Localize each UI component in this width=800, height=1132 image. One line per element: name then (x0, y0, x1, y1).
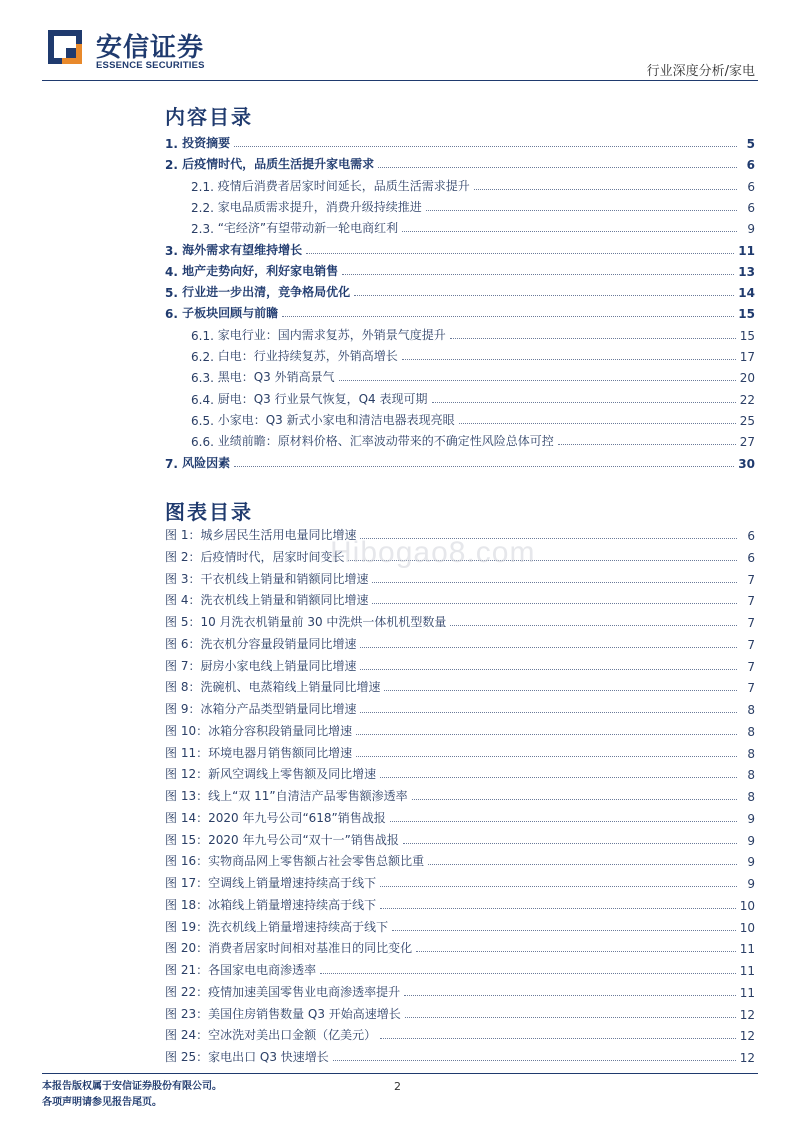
figure-entry-page: 9 (747, 855, 755, 870)
dot-leader (372, 602, 737, 604)
toc-entry-page: 15 (739, 328, 755, 343)
dot-leader (428, 863, 737, 865)
toc-entry-number: 5. (165, 286, 183, 301)
toc-entry-label: “宅经济”有望带动新一轮电商红利 (217, 221, 399, 236)
figure-entry-page: 9 (747, 877, 755, 891)
toc-entry-label: 疫情后消费者居家时间延长，品质生活需求提升 (217, 178, 470, 193)
toc-entry-number: 2. (165, 158, 183, 173)
toc-entry[interactable] (165, 130, 755, 151)
dot-leader (342, 273, 734, 275)
dot-leader (234, 145, 737, 147)
figure-entry[interactable] (165, 740, 755, 761)
figure-entry-page: 12 (739, 1007, 755, 1022)
figure-entry-label: 图 3：干衣机线上销量和销额同比增速 (165, 571, 369, 586)
dot-leader (380, 907, 736, 909)
toc-entry[interactable] (165, 322, 755, 343)
toc-entry-number: 6.4. (191, 392, 218, 407)
dot-leader (412, 798, 737, 800)
toc-entry[interactable] (165, 258, 755, 279)
dot-leader (356, 755, 737, 757)
dot-leader (234, 465, 734, 467)
toc-entry[interactable] (165, 343, 755, 364)
dot-leader (402, 230, 737, 232)
figure-entry-page: 7 (747, 594, 755, 609)
figure-entry-page: 11 (739, 942, 755, 957)
dot-leader (426, 209, 737, 211)
figure-entry[interactable] (165, 631, 755, 652)
toc-entry-page: 15 (738, 307, 755, 322)
toc-entry-page: 30 (738, 456, 755, 471)
dot-leader (459, 422, 736, 424)
toc-entry-number: 7. (165, 456, 183, 471)
page-header (0, 0, 800, 80)
figure-entry-page: 9 (747, 833, 755, 848)
dot-leader (380, 776, 737, 778)
figure-entry-label: 图 9：冰箱分产品类型销量同比增速 (165, 702, 357, 716)
figure-entry-label: 图 20：消费者居家时间相对基准日的同比变化 (165, 941, 413, 956)
dot-leader (405, 1016, 736, 1018)
figure-entry[interactable] (165, 1022, 755, 1043)
figure-entry[interactable] (165, 674, 755, 695)
toc-entry-page: 13 (738, 264, 755, 279)
figure-entry[interactable] (165, 1044, 755, 1065)
dot-leader (360, 668, 737, 670)
dot-leader (558, 443, 736, 445)
figure-entry[interactable] (165, 696, 755, 717)
dot-leader (432, 401, 736, 403)
footer-line-1: 本报告版权属于安信证券股份有限公司。 (42, 1081, 222, 1092)
dot-leader (360, 646, 737, 648)
toc-title: 内容目录 (165, 105, 253, 129)
dot-leader (416, 950, 736, 952)
toc-entry-label: 子板块回顾与前瞻 (182, 306, 279, 321)
toc-entry-number: 6.3. (191, 371, 218, 386)
figure-entry-label: 图 11：环境电器月销售额同比增速 (165, 745, 353, 760)
figure-entry-page: 7 (747, 572, 755, 587)
toc-entry-number: 2.3. (191, 222, 218, 237)
toc-entry-page: 5 (746, 137, 755, 151)
toc-entry-page: 9 (747, 222, 755, 237)
toc-entry[interactable] (165, 428, 755, 449)
figure-entry-page: 7 (747, 616, 755, 630)
figure-entry[interactable] (165, 653, 755, 674)
toc-entry-number: 2.2. (191, 200, 218, 215)
toc-entry-number: 6.5. (191, 413, 218, 428)
toc-entry-number: 1. (165, 137, 183, 151)
figure-entry-label: 图 25：家电出口 Q3 快速增长 (165, 1050, 329, 1064)
toc-entry[interactable] (165, 215, 755, 236)
dot-leader (372, 581, 737, 583)
toc-entry-page: 27 (739, 435, 755, 450)
toc-entry-label: 行业进一步出清，竞争格局优化 (182, 285, 351, 300)
dot-leader (450, 624, 737, 626)
dot-leader (356, 733, 737, 735)
toc-entry-number: 6. (165, 307, 183, 322)
toc-entry-label: 投资摘要 (182, 136, 231, 150)
toc-entry-label: 厨电：Q3 行业景气恢复，Q4 表现可期 (217, 391, 428, 406)
toc-entry[interactable] (165, 450, 755, 471)
dot-leader (339, 379, 736, 381)
figure-entry-label: 图 24：空冰洗对美出口金额（亿美元） (165, 1028, 377, 1043)
figure-entry-label: 图 8：洗碗机、电蒸箱线上销量同比增速 (165, 680, 381, 695)
dot-leader (450, 337, 736, 339)
figure-entry-page: 7 (747, 637, 755, 652)
dot-leader (378, 166, 737, 168)
figure-entry[interactable] (165, 848, 755, 869)
toc-entry-page: 22 (739, 392, 755, 407)
dot-leader (380, 1037, 736, 1039)
figure-entry-label: 图 12：新风空调线上零售额及同比增速 (165, 767, 377, 782)
toc-entry-page: 11 (738, 243, 755, 258)
figure-entry-label: 图 13：线上“双 11”自清洁产品零售额渗透率 (165, 789, 408, 803)
toc-entry-number: 6.2. (191, 350, 218, 364)
header-divider (42, 80, 758, 81)
figure-entry-page: 12 (739, 1051, 755, 1065)
figure-entry-label: 图 4：洗衣机线上销量和销额同比增速 (165, 593, 369, 608)
figure-entry-label: 图 18：冰箱线上销量增速持续高于线下 (165, 897, 377, 912)
toc-entry-label: 地产走势向好，利好家电销售 (182, 263, 339, 278)
toc-entry-page: 14 (738, 286, 755, 301)
toc-entry-label: 业绩前瞻：原材料价格、汇率波动带来的不确定性风险总体可控 (217, 434, 554, 449)
figure-entry-label: 图 22：疫情加速美国零售业电商渗透率提升 (165, 984, 401, 999)
figure-entry[interactable] (165, 914, 755, 935)
dot-leader (402, 358, 736, 360)
figure-entry-page: 8 (747, 790, 755, 804)
toc-entry-label: 家电品质需求提升，消费升级持续推进 (217, 199, 422, 214)
dot-leader (282, 315, 734, 317)
dot-leader (403, 842, 737, 844)
footer-disclaimer (42, 1079, 222, 1111)
toc-entry[interactable] (165, 173, 755, 194)
figure-entry-label: 图 15：2020 年九号公司“双十一”销售战报 (165, 832, 399, 847)
toc-entry-label: 家电行业：国内需求复苏，外销景气度提升 (217, 327, 446, 342)
figure-entry-page: 11 (739, 985, 755, 1000)
figure-entry[interactable] (165, 718, 755, 739)
toc-entry-label: 海外需求有望维持增长 (182, 242, 303, 257)
dot-leader (320, 972, 736, 974)
figure-entry-page: 9 (747, 811, 755, 826)
figure-entry-page: 8 (747, 724, 755, 739)
toc-entry-page: 6 (747, 179, 755, 194)
dot-leader (380, 885, 737, 887)
toc-entry-page: 25 (739, 413, 755, 428)
toc-entry-label: 后疫情时代，品质生活提升家电需求 (182, 157, 375, 172)
toc-entry-number: 2.1. (191, 179, 218, 194)
figure-entry-label: 图 14：2020 年九号公司“618”销售战报 (165, 810, 386, 825)
toc-entry-label: 黑电：Q3 外销高景气 (217, 370, 335, 385)
figure-entry-label: 图 16：实物商品网上零售额占社会零售总额比重 (165, 854, 425, 869)
essence-logo-icon (48, 30, 82, 64)
figure-entry[interactable] (165, 892, 755, 913)
dot-leader (392, 929, 736, 931)
toc-entry-label: 小家电：Q3 新式小家电和清洁电器表现亮眼 (217, 412, 455, 427)
figure-entry-label: 图 23：美国住房销售数量 Q3 开始高速增长 (165, 1006, 401, 1021)
toc-entry-page: 6 (747, 200, 755, 215)
dot-leader (384, 689, 737, 691)
brand-name-cn: 安信证券 (96, 33, 205, 63)
toc-entry-number: 4. (165, 264, 183, 279)
toc-entry-label: 白电：行业持续复苏，外销高增长 (217, 349, 398, 363)
figure-entry[interactable] (165, 783, 755, 804)
toc-entry-label: 风险因素 (182, 455, 231, 470)
figure-entry[interactable] (165, 609, 755, 630)
figure-entry[interactable] (165, 870, 755, 891)
watermark: Hibogao8.com (330, 536, 536, 569)
figure-entry-page: 8 (747, 746, 755, 761)
toc-entry[interactable] (165, 407, 755, 428)
figure-entry-page: 12 (739, 1029, 755, 1044)
brand-name-en: ESSENCE SECURITIES (96, 60, 205, 71)
figure-entry[interactable] (165, 935, 755, 956)
toc-entry[interactable] (165, 151, 755, 172)
dot-leader (306, 252, 734, 254)
figure-entry[interactable] (165, 805, 755, 826)
figure-entry-page: 10 (739, 920, 755, 935)
figure-entry-label: 图 1：城乡居民生活用电量同比增速 (165, 528, 357, 542)
toc-entry-number: 3. (165, 243, 183, 258)
figure-entry-page: 6 (747, 529, 755, 543)
figure-entry-label: 图 21：各国家电电商渗透率 (165, 963, 317, 977)
figure-entry-label: 图 17：空调线上销量增速持续高于线下 (165, 876, 377, 890)
toc-entry-page: 17 (739, 350, 755, 364)
footer-divider (42, 1073, 758, 1074)
toc-entry[interactable] (165, 237, 755, 258)
figure-entry-label: 图 19：洗衣机线上销量增速持续高于线下 (165, 919, 389, 934)
toc-entry-number: 6.1. (191, 328, 218, 343)
page-number: 2 (394, 1080, 401, 1093)
toc-entry[interactable] (165, 300, 755, 321)
figures-title: 图表目录 (165, 500, 253, 524)
toc-entry-page: 20 (739, 371, 755, 386)
toc-entry-page: 6 (746, 158, 755, 173)
figure-entry-label: 图 5：10 月洗衣机销量前 30 中洗烘一体机机型数量 (165, 615, 447, 629)
dot-leader (474, 188, 737, 190)
toc-entry-number: 6.6. (191, 435, 218, 450)
figure-entry-page: 8 (747, 703, 755, 717)
dot-leader (404, 994, 736, 996)
figure-entry-label: 图 10：冰箱分容积段销量同比增速 (165, 723, 353, 738)
figure-entry-label: 图 6：洗衣机分容量段销量同比增速 (165, 636, 357, 651)
toc-entry[interactable] (165, 194, 755, 215)
figure-entry[interactable] (165, 979, 755, 1000)
toc-entry[interactable] (165, 386, 755, 407)
figure-entry[interactable] (165, 587, 755, 608)
dot-leader (390, 820, 737, 822)
dot-leader (354, 294, 734, 296)
report-type: 行业深度分析/家电 (646, 64, 755, 79)
figure-entry[interactable] (165, 827, 755, 848)
figure-entry-label: 图 7：厨房小家电线上销量同比增速 (165, 658, 357, 673)
dot-leader (360, 711, 737, 713)
figure-entry[interactable] (165, 1001, 755, 1022)
footer-line-2: 各项声明请参见报告尾页。 (42, 1097, 162, 1108)
toc-entry[interactable] (165, 279, 755, 300)
figure-entry-page: 6 (747, 550, 755, 565)
figure-entry-page: 11 (739, 964, 755, 978)
figure-entry-page: 7 (747, 681, 755, 696)
figure-entry-page: 8 (747, 768, 755, 783)
toc-entry[interactable] (165, 364, 755, 385)
figure-entry-page: 7 (747, 659, 755, 674)
figure-entry-page: 10 (739, 898, 755, 913)
dot-leader (333, 1059, 736, 1061)
figure-entry[interactable] (165, 957, 755, 978)
figure-entry-label: 图 2：后疫情时代，居家时间变长 (165, 549, 345, 564)
figure-entry[interactable] (165, 761, 755, 782)
